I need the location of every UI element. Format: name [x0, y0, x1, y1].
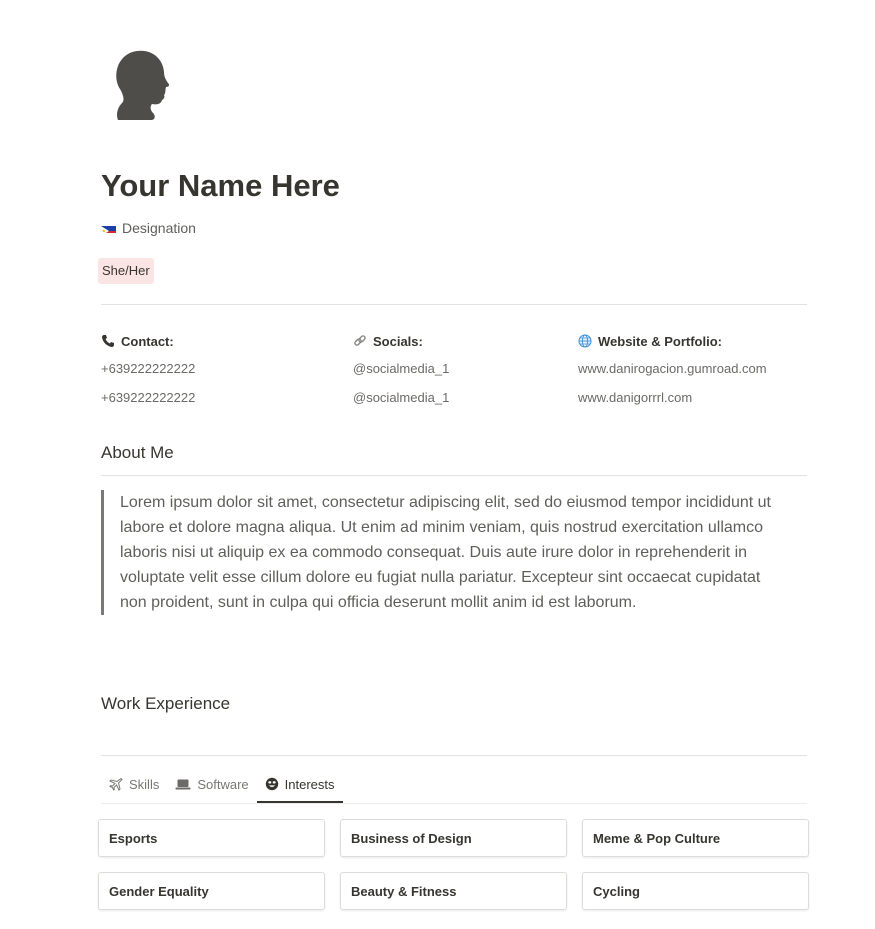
- philippines-flag-icon: [101, 223, 116, 233]
- interest-card[interactable]: Meme & Pop Culture: [582, 819, 809, 857]
- website-link-1[interactable]: www.danirogacion.gumroad.com: [578, 361, 767, 376]
- pronoun-tag[interactable]: She/Her: [98, 258, 154, 284]
- interest-card[interactable]: Beauty & Fitness: [340, 872, 567, 910]
- tab-software[interactable]: [167, 766, 256, 802]
- link-icon: [353, 334, 367, 348]
- interest-card[interactable]: Business of Design: [340, 819, 567, 857]
- divider: [101, 475, 807, 476]
- website-link-2[interactable]: www.danigorrrl.com: [578, 390, 693, 405]
- website-column: [578, 332, 767, 408]
- socials-column: [353, 332, 449, 408]
- head-silhouette-icon[interactable]: [115, 50, 171, 122]
- contact-column: [101, 332, 195, 408]
- tab-bar-divider: [101, 803, 807, 804]
- social-handle-2[interactable]: @socialmedia_1: [353, 390, 450, 405]
- interests-gallery: [98, 819, 808, 910]
- tab-skills-label: Skills: [129, 776, 160, 792]
- globe-icon: [578, 334, 592, 348]
- divider: [101, 304, 807, 305]
- about-heading: About Me: [101, 443, 174, 462]
- socials-heading: [353, 332, 449, 350]
- contact-phone-2[interactable]: +639222222222: [101, 390, 196, 405]
- airplane-icon: [109, 777, 123, 791]
- page-title: Your Name Here: [101, 168, 340, 203]
- contact-heading-label: Contact:: [121, 333, 174, 349]
- phone-icon: [101, 334, 115, 348]
- website-heading: [578, 332, 767, 350]
- laptop-icon: [175, 777, 191, 791]
- designation-text: Designation: [122, 220, 196, 236]
- tab-software-label: Software: [197, 776, 249, 792]
- work-experience-heading: Work Experience: [101, 694, 231, 713]
- tab-bar: [101, 766, 343, 802]
- tab-interests[interactable]: [257, 766, 343, 802]
- tab-skills[interactable]: [101, 766, 167, 802]
- divider: [101, 755, 807, 756]
- tab-interests-label: Interests: [284, 776, 335, 792]
- contact-phone-1[interactable]: +639222222222: [101, 361, 196, 376]
- about-quote[interactable]: Lorem ipsum dolor sit amet, consectetur adipiscing elit, sed do eiusmod tempor incididunt ut labore et dolore magna aliqua. Ut enim ad minim veniam, quis nostrud exercitation ullamco laboris nisi ut aliquip ex ea commodo consequat. Duis aute irure dolor in reprehenderit in voluptate velit esse cillum dolore eu fugiat nulla pariatur. Excepteur sint occaecat cupidatat non proident, sunt in culpa qui officia deserunt mollit anim id est laborum.: [101, 490, 790, 615]
- contact-heading: [101, 332, 195, 350]
- interest-card[interactable]: Gender Equality: [98, 872, 325, 910]
- website-heading-label: Website & Portfolio:: [598, 333, 722, 349]
- smiley-icon: [265, 777, 279, 791]
- designation-row: [101, 220, 196, 236]
- socials-heading-label: Socials:: [373, 333, 423, 349]
- interest-card[interactable]: Esports: [98, 819, 325, 857]
- interest-card[interactable]: Cycling: [582, 872, 809, 910]
- social-handle-1[interactable]: @socialmedia_1: [353, 361, 450, 376]
